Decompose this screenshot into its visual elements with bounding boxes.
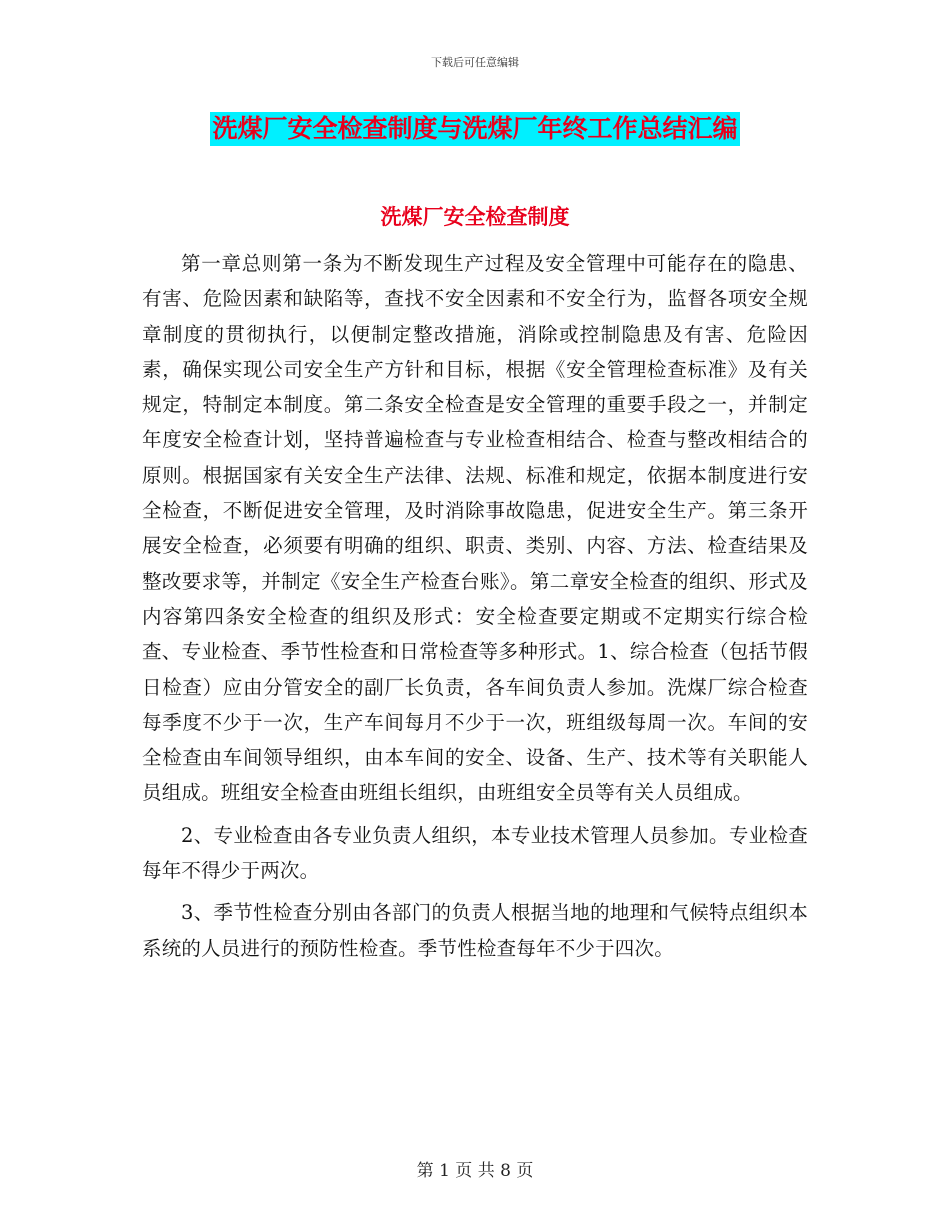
page-number: 第 1 页 共 8 页: [416, 1161, 534, 1181]
header-note: 下载后可任意编辑: [431, 56, 519, 69]
document-body: [142, 246, 808, 973]
paragraph: 第一章总则第一条为不断发现生产过程及安全管理中可能存在的隐患、有害、危险因素和缺陷等，查找不安全因素和不安全行为，监督各项安全规章制度的贯彻执行，以便制定整改措施，消除或控制隐患及有害、危险因素，确保实现公司安全生产方针和目标，根据《安全管理检查标准》及有关规定，特制定本制度。第二条安全检查是安全管理的重要手段之一，并制定年度安全检查计划，坚持普遍检查与专业检查相结合、检查与整改相结合的原则。根据国家有关安全生产法律、法规、标准和规定，依据本制度进行安全检查，不断促进安全管理，及时消除事故隐患，促进安全生产。第三条开展安全检查，必须要有明确的组织、职责、类别、内容、方法、检查结果及整改要求等，并制定《安全生产检查台账》。第二章安全检查的组织、形式及内容第四条安全检查的组织及形式：安全检查要定期或不定期实行综合检查、专业检查、季节性检查和日常检查等多种形式。1、综合检查（包括节假日检查）应由分管安全的副厂长负责，各车间负责人参加。洗煤厂综合检查每季度不少于一次，生产车间每月不少于一次，班组级每周一次。车间的安全检查由车间领导组织，由本车间的安全、设备、生产、技术等有关职能人员组成。班组安全检查由班组长组织，由班组安全员等有关人员组成。: [142, 252, 808, 805]
paragraph: 2、专业检查由各专业负责人组织，本专业技术管理人员参加。专业检查每年不得少于两次。: [142, 823, 808, 883]
document-title: 洗煤厂安全检查制度与洗煤厂年终工作总结汇编: [210, 112, 739, 146]
section-title: 洗煤厂安全检查制度: [380, 205, 570, 229]
paragraph: 3、季节性检查分别由各部门的负责人根据当地的地理和气候特点组织本系统的人员进行的预防性检查。季节性检查每年不少于四次。: [142, 901, 808, 960]
document-title-container: [0, 112, 950, 146]
